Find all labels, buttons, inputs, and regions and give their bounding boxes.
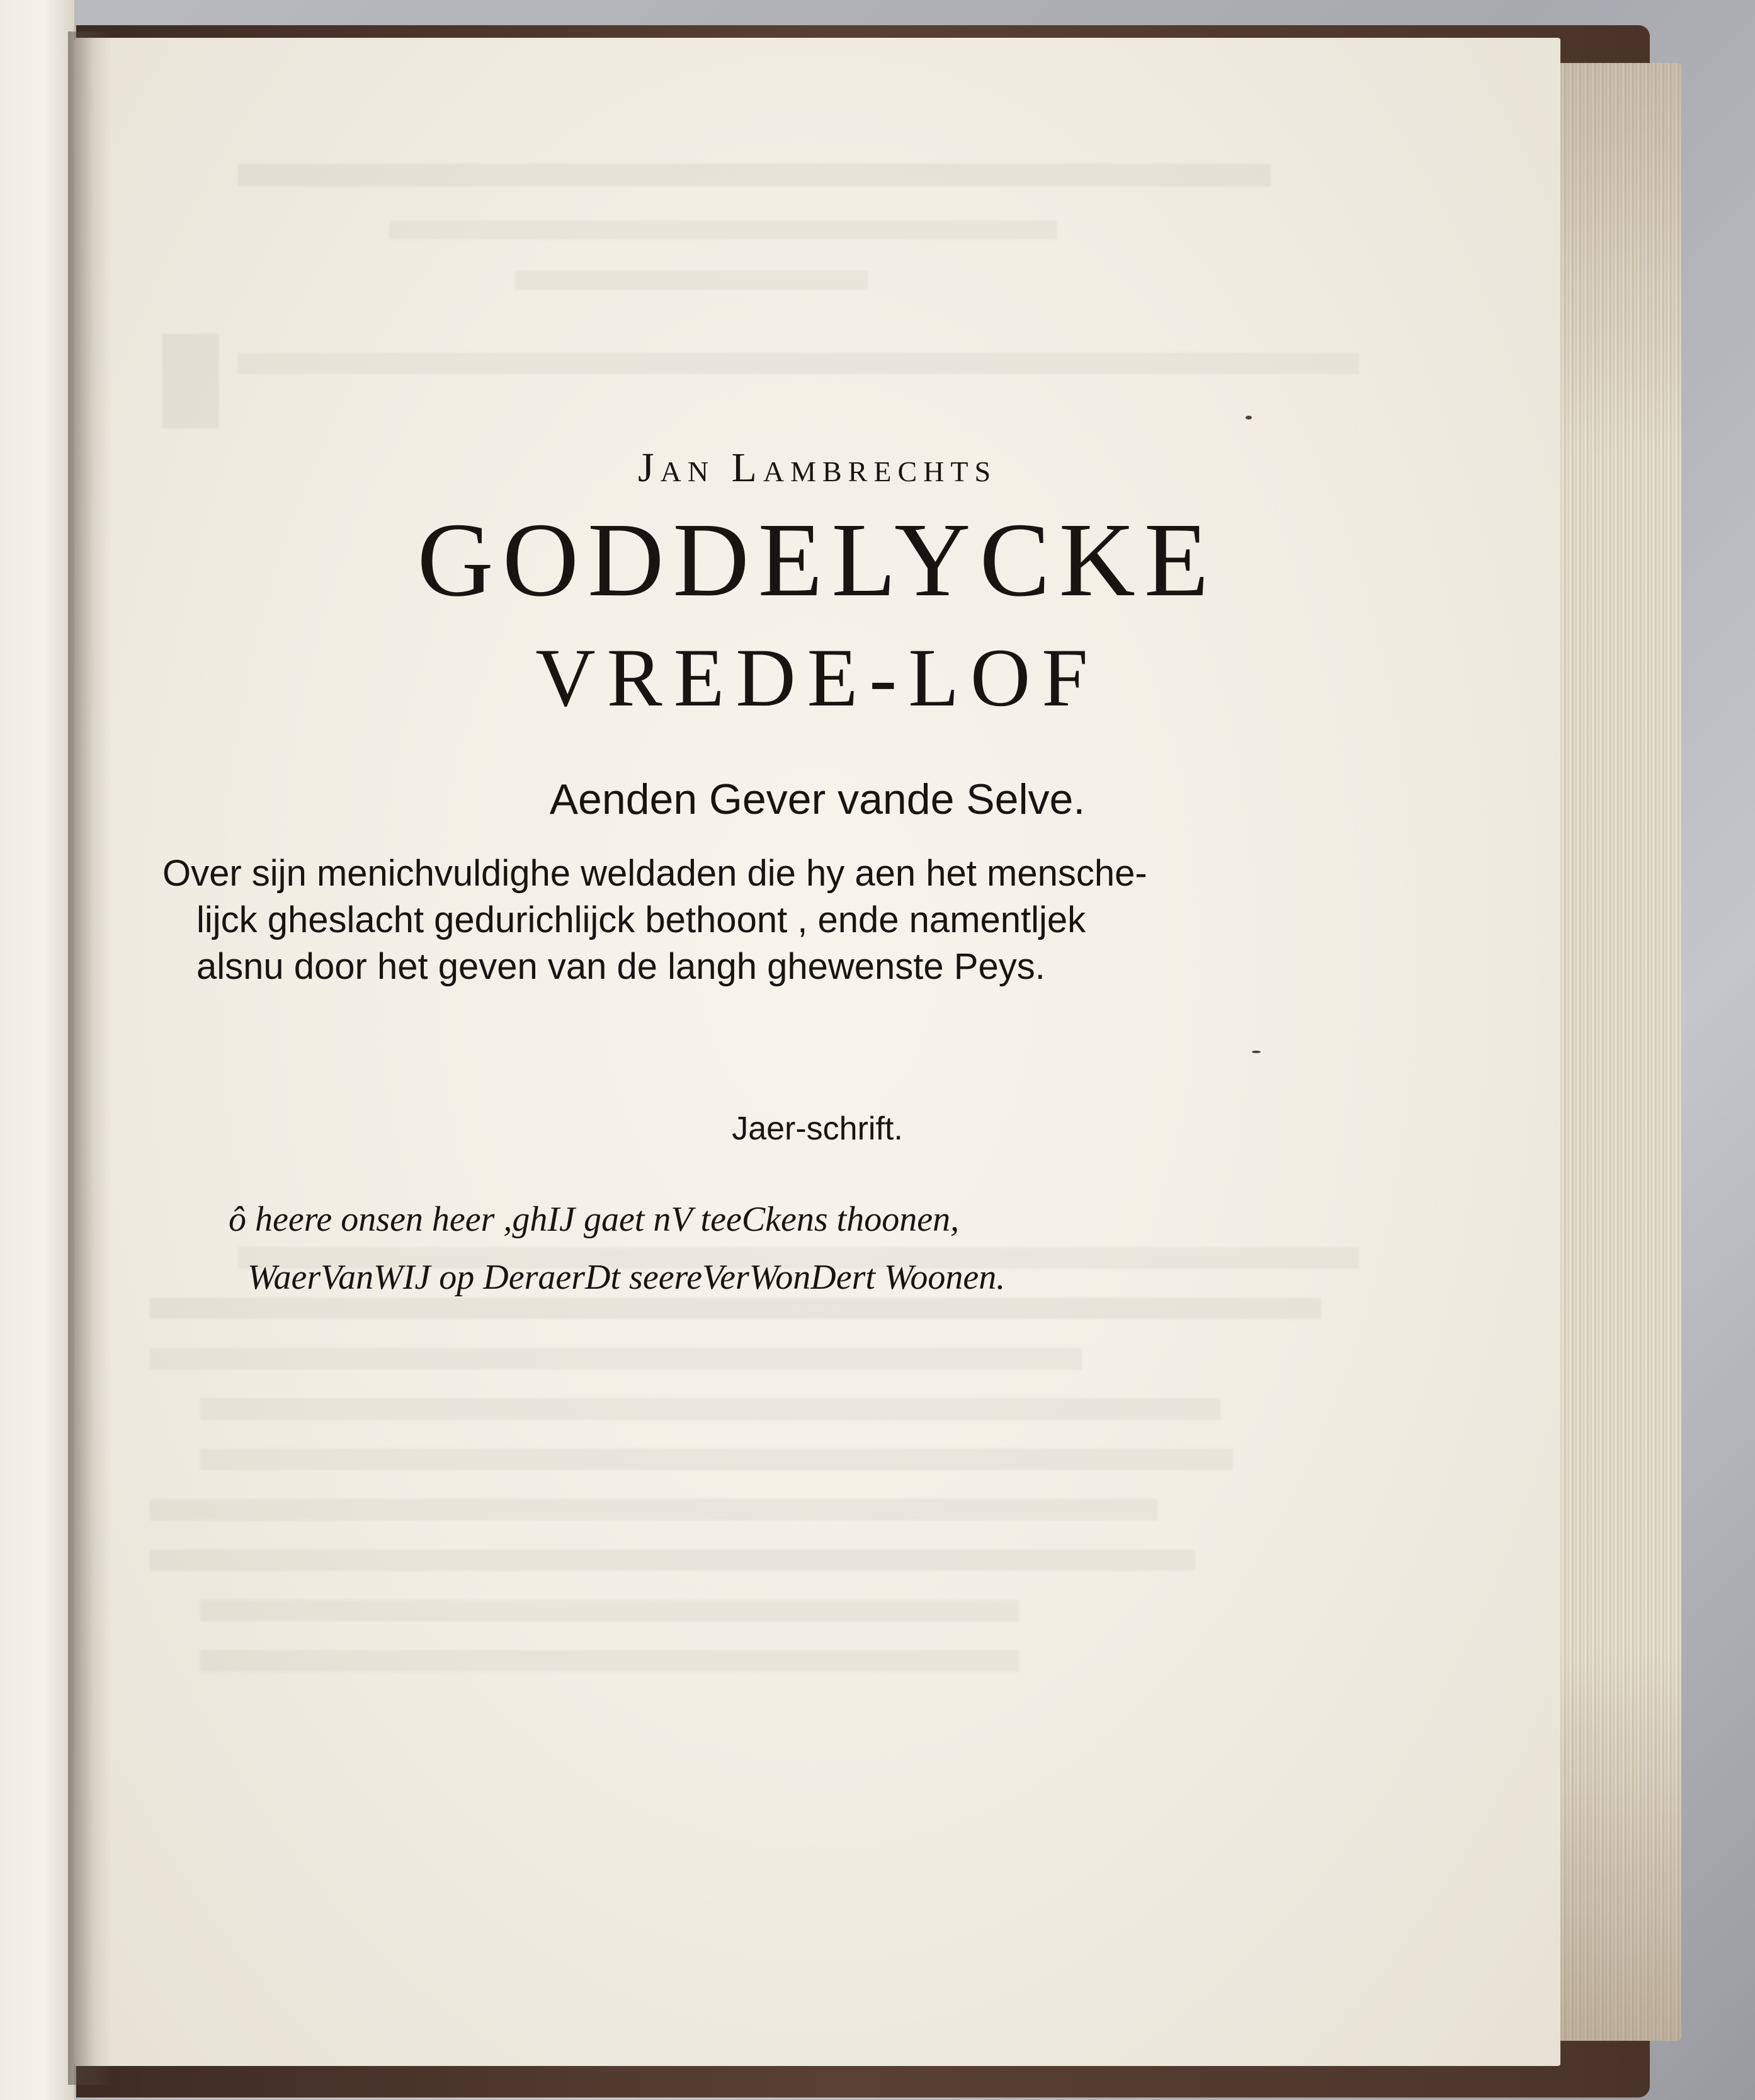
ink-speck	[1246, 416, 1252, 419]
verse-line: ô heere onsen heer ,ghIJ gaet nV teeCkens thoonen,	[229, 1200, 960, 1239]
show-through-2	[389, 220, 1057, 239]
chronogram-heading: Jaer-schrift.	[732, 1110, 903, 1147]
paragraph-line: alsnu door het geven van de langh ghewenste Peys.	[196, 946, 1045, 987]
ink-speck	[1252, 1051, 1261, 1053]
show-through-8	[150, 1348, 1082, 1369]
chronogram-verse	[229, 1190, 1362, 1306]
paragraph-line: Over sijn menichvuldighe weldaden die hy aen het mensche-	[162, 853, 1147, 894]
title-line-1: GODDELYCKE	[417, 501, 1218, 619]
title-line-2: VREDE-LOF	[535, 631, 1099, 724]
paragraph-line: lijck gheslacht gedurichlijck bethoont , ende namentljek	[196, 899, 1086, 940]
show-through-3	[515, 271, 868, 290]
show-through-1	[238, 164, 1271, 186]
book-page	[74, 38, 1560, 2066]
show-through-10	[200, 1449, 1233, 1470]
verse-line: WaerVanWIJ op DeraerDt seereVerWonDert Woonen.	[247, 1258, 1006, 1297]
show-through-12	[150, 1549, 1195, 1571]
author-line: Jan Lambrechts	[637, 445, 997, 491]
left-facing-page	[0, 0, 76, 2100]
show-through-11	[150, 1499, 1157, 1521]
gutter-shadow	[68, 31, 112, 2085]
dedication-paragraph	[162, 850, 1359, 990]
show-through-4	[162, 334, 219, 428]
show-through-13	[200, 1600, 1019, 1621]
show-through-5	[238, 353, 1359, 374]
subtitle: Aenden Gever vande Selve.	[549, 775, 1086, 823]
show-through-14	[200, 1650, 1019, 1672]
show-through-9	[200, 1398, 1220, 1420]
